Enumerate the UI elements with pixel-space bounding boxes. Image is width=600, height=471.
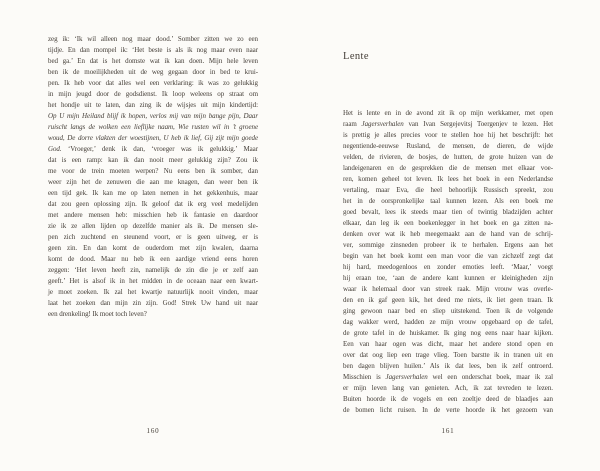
text-line xyxy=(48,133,258,144)
text-segment: Buiten hoorde ik de vogels en een zoeltje deed de blaadjes aan xyxy=(343,395,553,403)
text-line xyxy=(48,100,258,111)
italic-segment: Jagersverhalen xyxy=(361,120,404,128)
text-line xyxy=(343,163,553,174)
text-line xyxy=(343,405,553,416)
text-segment: een drenkeling! Ik moet toch leven? xyxy=(48,310,147,318)
text-segment: van Ivan Sergejevitsj Toergenjev te lezen. Het xyxy=(403,120,553,128)
text-segment: zeg ik: ‘Ik wil alleen nog maar dood.’ Somber zitten we zo een xyxy=(48,35,258,43)
text-segment: komt de dood. Maar nu heb ik een aardige vriend eens horen xyxy=(48,255,258,263)
text-segment: geeft.’ Het is alsof ik in het midden in de oceaan naar een kwart- xyxy=(48,277,258,285)
text-segment: raam xyxy=(343,120,362,128)
text-segment: het in de oorspronkelijke taal kunnen lezen. Als een boek me xyxy=(343,197,553,205)
text-line xyxy=(343,185,553,196)
chapter-title: Lente xyxy=(343,51,369,62)
text-segment: ren, komen geheel tot leven. Ik lees het boek in een Nederlandse xyxy=(343,175,553,183)
text-segment: ben ik de moeilijkheden uit de weg gegaan door in bed te krui- xyxy=(48,68,258,76)
text-segment: tijdje. En dan mompel ik: ‘Het beste is als ik nog maar even naar xyxy=(48,46,258,54)
text-line xyxy=(48,210,258,221)
text-line xyxy=(48,188,258,199)
text-line xyxy=(48,56,258,67)
text-line xyxy=(343,152,553,163)
text-line xyxy=(48,254,258,265)
text-segment: de grote tafel in de huiskamer. Ik ging nog eens naar haar kijken. xyxy=(343,329,553,337)
text-line xyxy=(48,155,258,166)
text-segment: landeigenaren en de gesprekken die de mensen met elkaar voe- xyxy=(343,164,553,172)
page-right xyxy=(300,0,600,471)
text-line xyxy=(48,122,258,133)
text-segment: zeggen: ‘Het leven heeft zin, namelijk de zin die je er zelf aan xyxy=(48,266,258,274)
text-line xyxy=(343,350,553,361)
text-line xyxy=(343,141,553,152)
text-line xyxy=(343,240,553,251)
text-line xyxy=(343,394,553,405)
text-line xyxy=(343,218,553,229)
text-line xyxy=(48,144,258,155)
text-segment: wel een onderschat boek, maar ik zal xyxy=(427,373,554,381)
text-line xyxy=(48,78,258,89)
text-segment: ging gewoon naar bed en sliep uitstekend. Toen ik de volgende xyxy=(343,307,553,315)
text-segment: geen zin. En dan komt de ouderdom met zijn kwalen, daarna xyxy=(48,244,258,252)
text-line xyxy=(48,45,258,56)
text-line xyxy=(48,232,258,243)
text-segment: ‘Vroeger,’ denk ik dan, ‘vroeger was ik gelukkig.’ Maar xyxy=(61,145,258,153)
text-segment: pen. Ik heb voor dat alles wel een verklaring: ik was zo gelukkig xyxy=(48,79,258,87)
text-line xyxy=(343,328,553,339)
text-segment: de bomen licht ruisen. In de verte hoorde ik het gezoem van xyxy=(343,406,553,414)
italic-segment: woud, De dorre vlakten der woestijnen, U heb ik lief, Gij zijt mijn goede xyxy=(48,134,258,142)
text-segment: je moet zoeken. Ik zal het kwartje natuurlijk nooit vinden, maar xyxy=(48,288,258,296)
text-segment: over dat oog liep een trage vlieg. Toen barstte ik in tranen uit en xyxy=(343,351,553,359)
text-line xyxy=(343,372,553,383)
text-segment: ver, sommige zinsneden probeer ik te herhalen. Ergens aan het xyxy=(343,241,553,249)
text-segment: is prettig je alles precies voor te stellen hoe hij het beschrijft: het xyxy=(343,131,553,139)
text-line xyxy=(343,130,553,141)
text-line xyxy=(48,199,258,210)
text-segment: hij eraan toe, ‘aan de andere kant kunnen er kleinigheden zijn xyxy=(343,274,553,282)
text-line xyxy=(48,34,258,45)
text-segment: begin van het boek komt een man voor die van zichzelf zegt dat xyxy=(343,252,553,260)
right-page-text xyxy=(343,108,553,416)
text-line xyxy=(343,383,553,394)
text-segment: bed ga.’ En dat is het domste wat ik kan doen. Mijn hele leven xyxy=(48,57,258,65)
left-page-text xyxy=(48,34,258,320)
text-segment: een tijd gek. Ik kan me op laten nemen in het gekkenhuis, maar xyxy=(48,189,258,197)
text-segment: me voor de trein moeten werpen? Nu eens ben ik somber, dan xyxy=(48,167,258,175)
text-line xyxy=(48,276,258,287)
text-line xyxy=(48,111,258,122)
text-segment: elkaar, dan leg ik een boekenlegger in het boek en ga zitten na- xyxy=(343,219,553,227)
text-segment: dat zou geen oplossing zijn. Ik geloof dat ik erg veel medelijden xyxy=(48,200,258,208)
left-page-number: 160 xyxy=(146,427,160,435)
text-segment: negentiende-eeuwse Rusland, de mensen, de dieren, de wijde xyxy=(343,142,553,150)
text-segment: Het is lente en in de avond zit ik op mijn werkkamer, met open xyxy=(343,109,553,117)
text-segment: hij hard, meedogenloos en zonder emoties leeft. ‘Maar,’ voegt xyxy=(343,263,553,271)
text-line xyxy=(48,67,258,78)
text-segment: met andere mensen heb: misschien heb ik fantasie en daardoor xyxy=(48,211,258,219)
text-line xyxy=(343,273,553,284)
text-segment: het hondje uit te laten, dan zing ik de wijsjes uit mijn kindertijd: xyxy=(48,101,258,109)
text-line xyxy=(48,166,258,177)
text-line xyxy=(48,243,258,254)
text-line xyxy=(343,262,553,273)
text-line xyxy=(48,177,258,188)
italic-segment: God. xyxy=(48,145,62,153)
text-segment: weer zijn het de zenuwen die aan me knagen, dan weer ben ik xyxy=(48,178,258,186)
text-line xyxy=(343,295,553,306)
text-line xyxy=(343,174,553,185)
text-segment: laat het zoeken dan mijn zin zijn. God! Strek Uw hand uit naar xyxy=(48,299,258,307)
text-segment: zie ik ze allen lijden op dezelfde manier als ik. De mensen sle- xyxy=(48,222,258,230)
text-line xyxy=(343,119,553,130)
text-segment: Misschien is xyxy=(343,373,386,381)
text-line xyxy=(343,284,553,295)
text-line xyxy=(343,229,553,240)
text-line xyxy=(343,339,553,350)
italic-segment: ruischt langs de wolken een lieflijke naam, Wie rusten wil in ’t groene xyxy=(48,123,258,131)
text-segment: vertaling, maar Eva, die heel behoorlijk Russisch spreekt, zou xyxy=(343,186,553,194)
text-segment: dag wakker werd, hadden ze mijn vrouw opgebaard op de tafel, xyxy=(343,318,553,326)
text-line xyxy=(48,221,258,232)
text-line xyxy=(343,251,553,262)
text-segment: denken over wat ik heb meegemaakt aan de hand van de schrij- xyxy=(343,230,553,238)
text-line xyxy=(343,207,553,218)
text-line xyxy=(48,265,258,276)
text-line xyxy=(48,287,258,298)
text-line xyxy=(343,361,553,372)
text-line xyxy=(48,298,258,309)
text-line xyxy=(343,317,553,328)
text-segment: ben dagen blijven huilen.’ Als ik dat lees, ben ik zelf ontroerd. xyxy=(343,362,553,370)
text-segment: er mijn leven lang van genieten. Ach, ik zat tevreden te lezen. xyxy=(343,384,553,392)
italic-segment: Jagersverhalen xyxy=(385,373,428,381)
text-line xyxy=(343,196,553,207)
text-segment: velden, de rivieren, de bosjes, de hutten, de grote huizen van de xyxy=(343,153,553,161)
right-page-number: 161 xyxy=(441,427,455,435)
text-segment: waar ik helemaal door van streek raak. Mijn vrouw was overle- xyxy=(343,285,553,293)
text-line xyxy=(343,108,553,119)
text-segment: dat is een ramp: kan ik dan nooit meer gelukkig zijn? Zou ik xyxy=(48,156,258,164)
text-segment: in mijn jeugd door de godsdienst. Ik loop weleens op straat om xyxy=(48,90,258,98)
text-segment: goed bevalt, lees ik steeds maar tien of twintig bladzijden achter xyxy=(343,208,553,216)
text-line xyxy=(48,309,258,320)
italic-segment: Op U mijn Heiland blijf ik hopen, verlos mij van mijn bange pijn, Daar xyxy=(48,112,258,120)
text-segment: den en ik gaf geen kik, het deed me niets, ik liet geen traan. Ik xyxy=(343,296,553,304)
text-line xyxy=(343,306,553,317)
text-segment: pen zich zuchtend en steunend voort, er is geen uitweg, er is xyxy=(48,233,258,241)
text-line xyxy=(48,89,258,100)
text-segment: Een van haar ogen was dicht, maar het andere stond open en xyxy=(343,340,553,348)
